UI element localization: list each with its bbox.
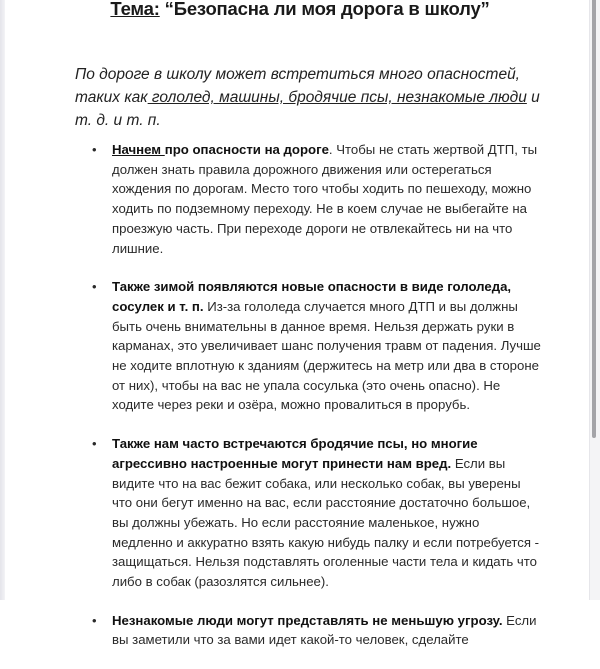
list-item xyxy=(92,277,542,415)
title-text: “Безопасна ли моя дорога в школу” xyxy=(164,0,490,19)
item-bold-underlined: Начнем xyxy=(112,142,165,157)
list-item xyxy=(92,140,542,258)
bullet-icon: • xyxy=(92,142,97,157)
item-heading: Также зимой появляются новые опасности в виде гололеда, сосулек и т. п. xyxy=(112,279,512,314)
item-text: Из-за гололеда случается много ДТП и вы должны быть очень внимательны в данное время. Нельзя держать руки в карманах, это увеличивает шанс получения травм от падения. Лучше не ходите вплотную к зданиям (держитесь на метр или два в стороне от них), чтобы на вас не упала сосулька (это очень опасно). Не ходите через реки и озёра, можно провалиться в прорубь. xyxy=(112,298,541,413)
intro-text-after: и т. д. и т. п. xyxy=(75,89,540,129)
intro-text-before: По дороге в школу может встретиться много опасностей, таких как xyxy=(75,66,520,106)
item-heading: Также нам часто встречаются бродячие псы, но многие агрессивно настроенные могут принести нам вред. xyxy=(112,436,478,471)
scrollbar-thumb[interactable] xyxy=(592,0,596,438)
scrollbar-track[interactable] xyxy=(589,0,600,600)
list-item xyxy=(92,434,542,592)
bullet-icon: • xyxy=(92,612,97,628)
bullet-icon: • xyxy=(92,279,97,295)
hazards-list xyxy=(92,140,542,669)
intro-paragraph xyxy=(75,63,545,132)
title-label: Тема: xyxy=(110,0,160,19)
item-text: . Чтобы не стать жертвой ДТП, ты должен знать правила дорожного движения или остерегаться хождения по дорогам. Место того чтобы ходить по пешеходу, можно ходить по подземному переходу. Не в коем случае не выбегайте на проезжую часть. При переходе дороги не отвлекайтесь ни на что лишние. xyxy=(112,142,538,256)
intro-underlined-list: гололед, машины, бродячие псы, незнакомые люди xyxy=(147,89,527,106)
item-text: Если вы заметили что за вами идет какой-то человек, сделайте xyxy=(112,612,537,648)
list-item xyxy=(92,611,542,650)
item-heading: про опасности на дороге xyxy=(164,142,329,157)
document-title xyxy=(0,0,600,20)
item-heading: Незнакомые люди могут представлять не меньшую угрозу. xyxy=(112,612,503,628)
bullet-icon: • xyxy=(92,436,97,452)
item-text: Если вы видите что на вас бежит собака, или несколько собак, вы уверены что они бегут именно на вас, если расстояние достаточно большое, вы должны убежать. Но если расстояние маленькое, нужно медленно и аккуратно взять какую нибудь палку и если потребуется - защищаться. Нельзя подставлять оголенные части тела и кидать что либо в собак (разозлятся сильнее). xyxy=(112,455,540,590)
